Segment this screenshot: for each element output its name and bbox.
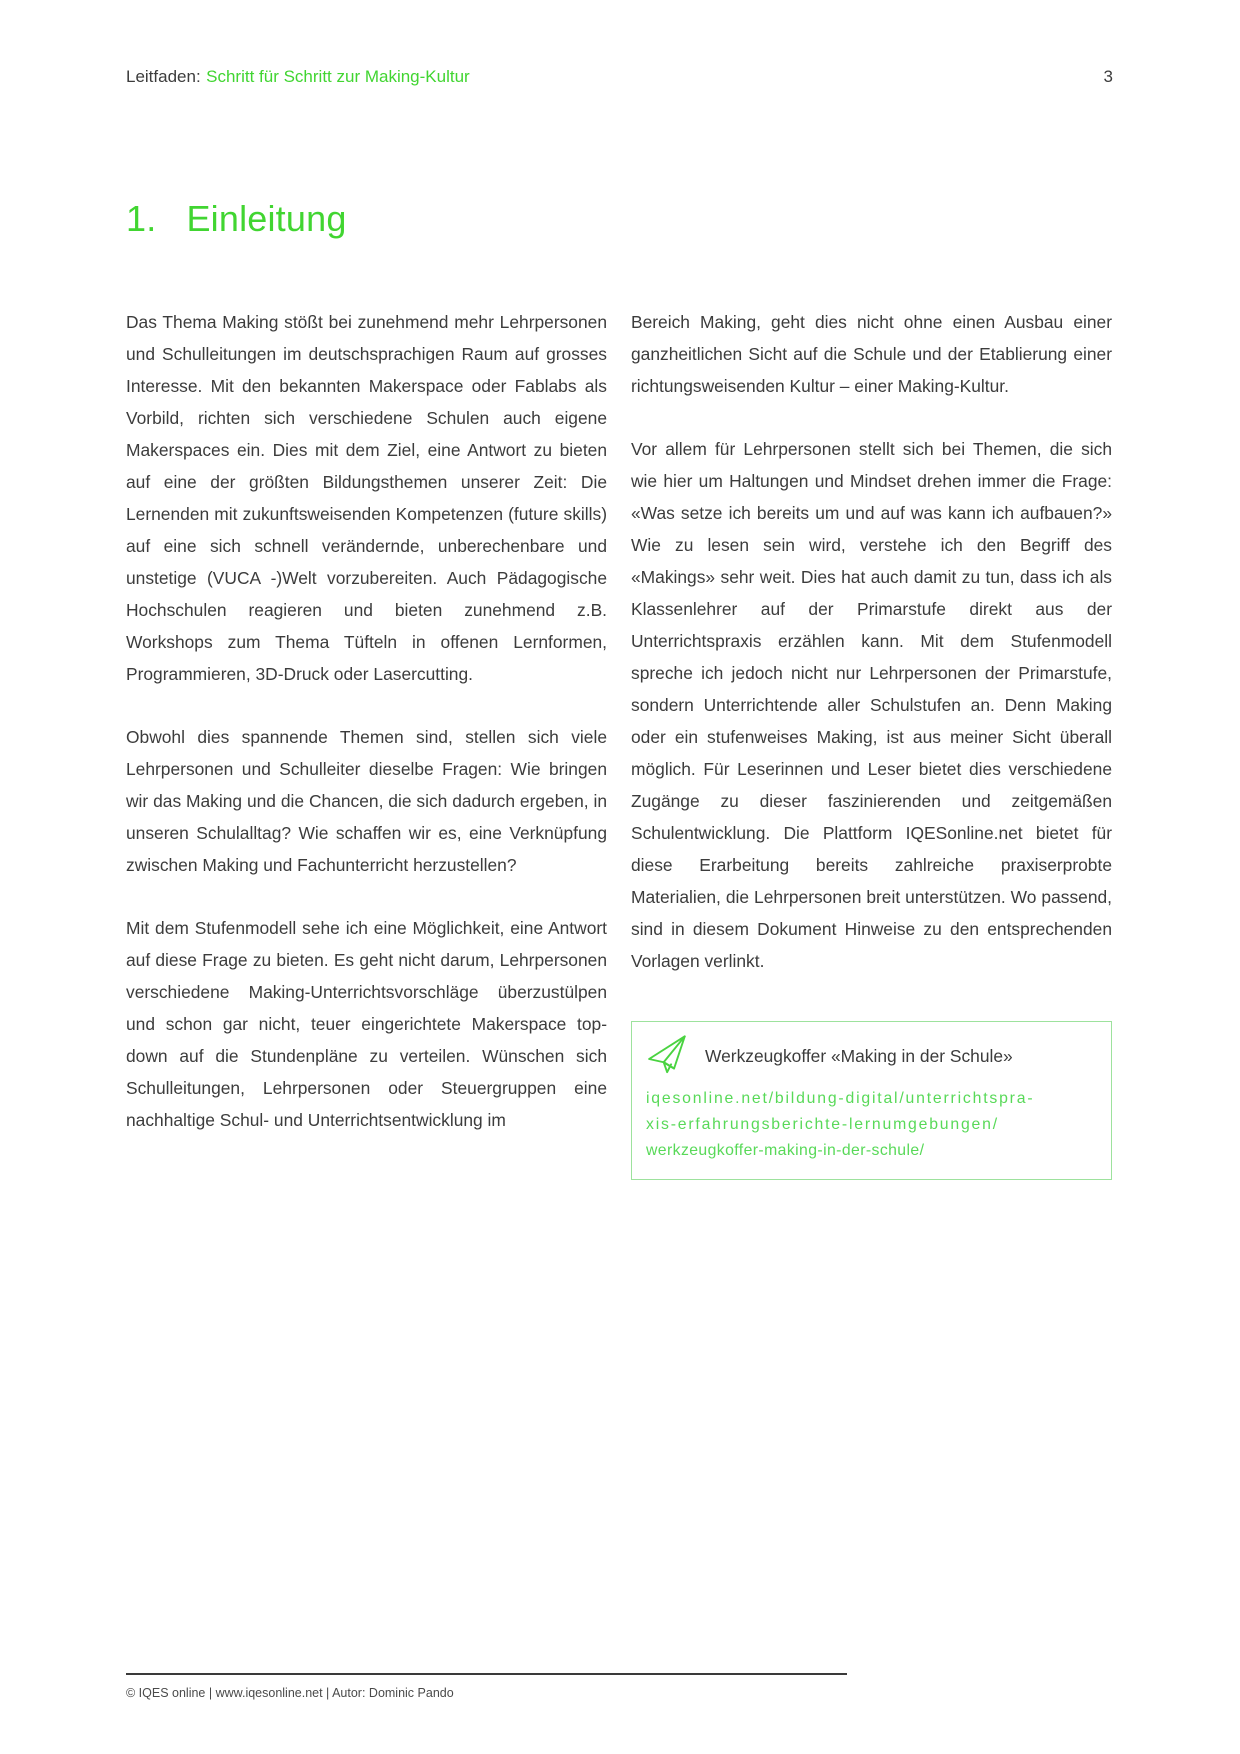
body-columns <box>126 306 1113 1180</box>
heading-label: Einleitung <box>186 198 347 239</box>
page-number: 3 <box>1103 67 1113 86</box>
paragraph: Mit dem Stufenmodell sehe ich eine Möglichkeit, eine Antwort auf diese Frage zu bieten. Es geht nicht darum, Lehrpersonen verschiedene Making-Unterrichtsvorschläge überzustülpen und schon gar nicht, teuer eingerichtete Makerspace top-down auf die Stundenpläne zu verteilen. Wünschen sich Schulleitungen, Lehrpersonen oder Steuergruppen eine nachhaltige Schul- und Unterrichtsentwicklung im <box>126 918 607 1130</box>
header-title-accent: Schritt für Schritt zur Making-Kultur <box>206 67 470 86</box>
paragraph: Obwohl dies spannende Themen sind, stellen sich viele Lehrpersonen und Schulleiter dieselbe Fragen: Wie bringen wir das Making und die Chancen, die sich dadurch ergeben, in unseren Schulalltag? Wie schaffen wir es, eine Verknüpfung zwischen Making und Fachunterricht herzustellen? <box>126 727 607 875</box>
link-line[interactable]: werkzeugkoffer-making-in-der-schule/ <box>646 1142 925 1159</box>
header-title <box>126 66 470 88</box>
paper-plane-icon <box>646 1035 692 1077</box>
infobox-title: Werkzeugkoffer «Making in der Schule» <box>705 1045 1013 1066</box>
infobox-header <box>646 1035 1095 1077</box>
header-prefix: Leitfaden: <box>126 67 201 86</box>
left-column <box>126 306 607 1180</box>
paragraph: Vor allem für Lehrpersonen stellt sich bei Themen, die sich wie hier um Haltungen und Mindset drehen immer die Frage: «Was setze ich bereits um und auf was kann ich aufbauen?» Wie zu lesen sein wird, verstehe ich den Begriff des «Makings» sehr weit. Dies hat auch damit zu tun, dass ich als Klassenlehrer auf der Primarstufe direkt aus der Unterrichtspraxis erzählen kann. Mit dem Stufenmodell spreche ich jedoch nicht nur Lehrpersonen der Primarstufe, sondern Unterrichtende aller Schulstufen an. Denn Making oder ein stufenweises Making, ist aus meiner Sicht überall möglich. Für Leserinnen und Leser bietet dies verschiedene Zugänge zu dieser faszinierenden und zeitgemäßen Schulentwicklung. Die Plattform IQESonline.net bietet für diese Erarbeitung bereits zahlreiche praxiserprobte Materialien, die Lehrpersonen breit unterstützen. Wo passend, sind in diesem Dokument Hinweise zu den entsprechenden Vorlagen verlinkt. <box>631 439 1112 971</box>
heading-number: 1. <box>126 198 157 239</box>
section-heading <box>126 198 347 240</box>
link-line[interactable]: xis-erfahrungsberichte-lernumgebungen/ <box>646 1116 999 1133</box>
paragraph: Das Thema Making stößt bei zunehmend mehr Lehrpersonen und Schulleitungen im deutschsprachigen Raum auf grosses Interesse. Mit den bekannten Makerspace oder Fablabs als Vorbild, richten sich verschiedene Schulen auch eigene Makerspaces ein. Dies mit dem Ziel, eine Antwort zu bieten auf eine der größten Bildungsthemen unserer Zeit: Die Lernenden mit zukunftsweisenden Kompetenzen (future skills) auf eine sich schnell verändernde, unberechenbare und unstetige (VUCA -)Welt vorzubereiten. Auch Pädagogische Hochschulen reagieren und bieten zunehmend z.B. Workshops zum Thema Tüfteln in offenen Lernformen, Programmieren, 3D-Druck oder Lasercutting. <box>126 312 607 684</box>
toolbox-link[interactable] <box>646 1086 1095 1164</box>
page-header <box>126 66 1113 88</box>
link-line[interactable]: iqesonline.net/bildung-digital/unterrichtspra- <box>646 1090 1035 1107</box>
toolbox-infobox <box>631 1021 1112 1180</box>
footer-credit: © IQES online | www.iqesonline.net | Autor: Dominic Pando <box>126 1686 454 1700</box>
footer-rule <box>126 1673 847 1675</box>
right-column <box>631 306 1112 1180</box>
paragraph: Bereich Making, geht dies nicht ohne einen Ausbau einer ganzheitlichen Sicht auf die Schule und der Etablierung einer richtungsweisenden Kultur – einer Making-Kultur. <box>631 312 1112 396</box>
